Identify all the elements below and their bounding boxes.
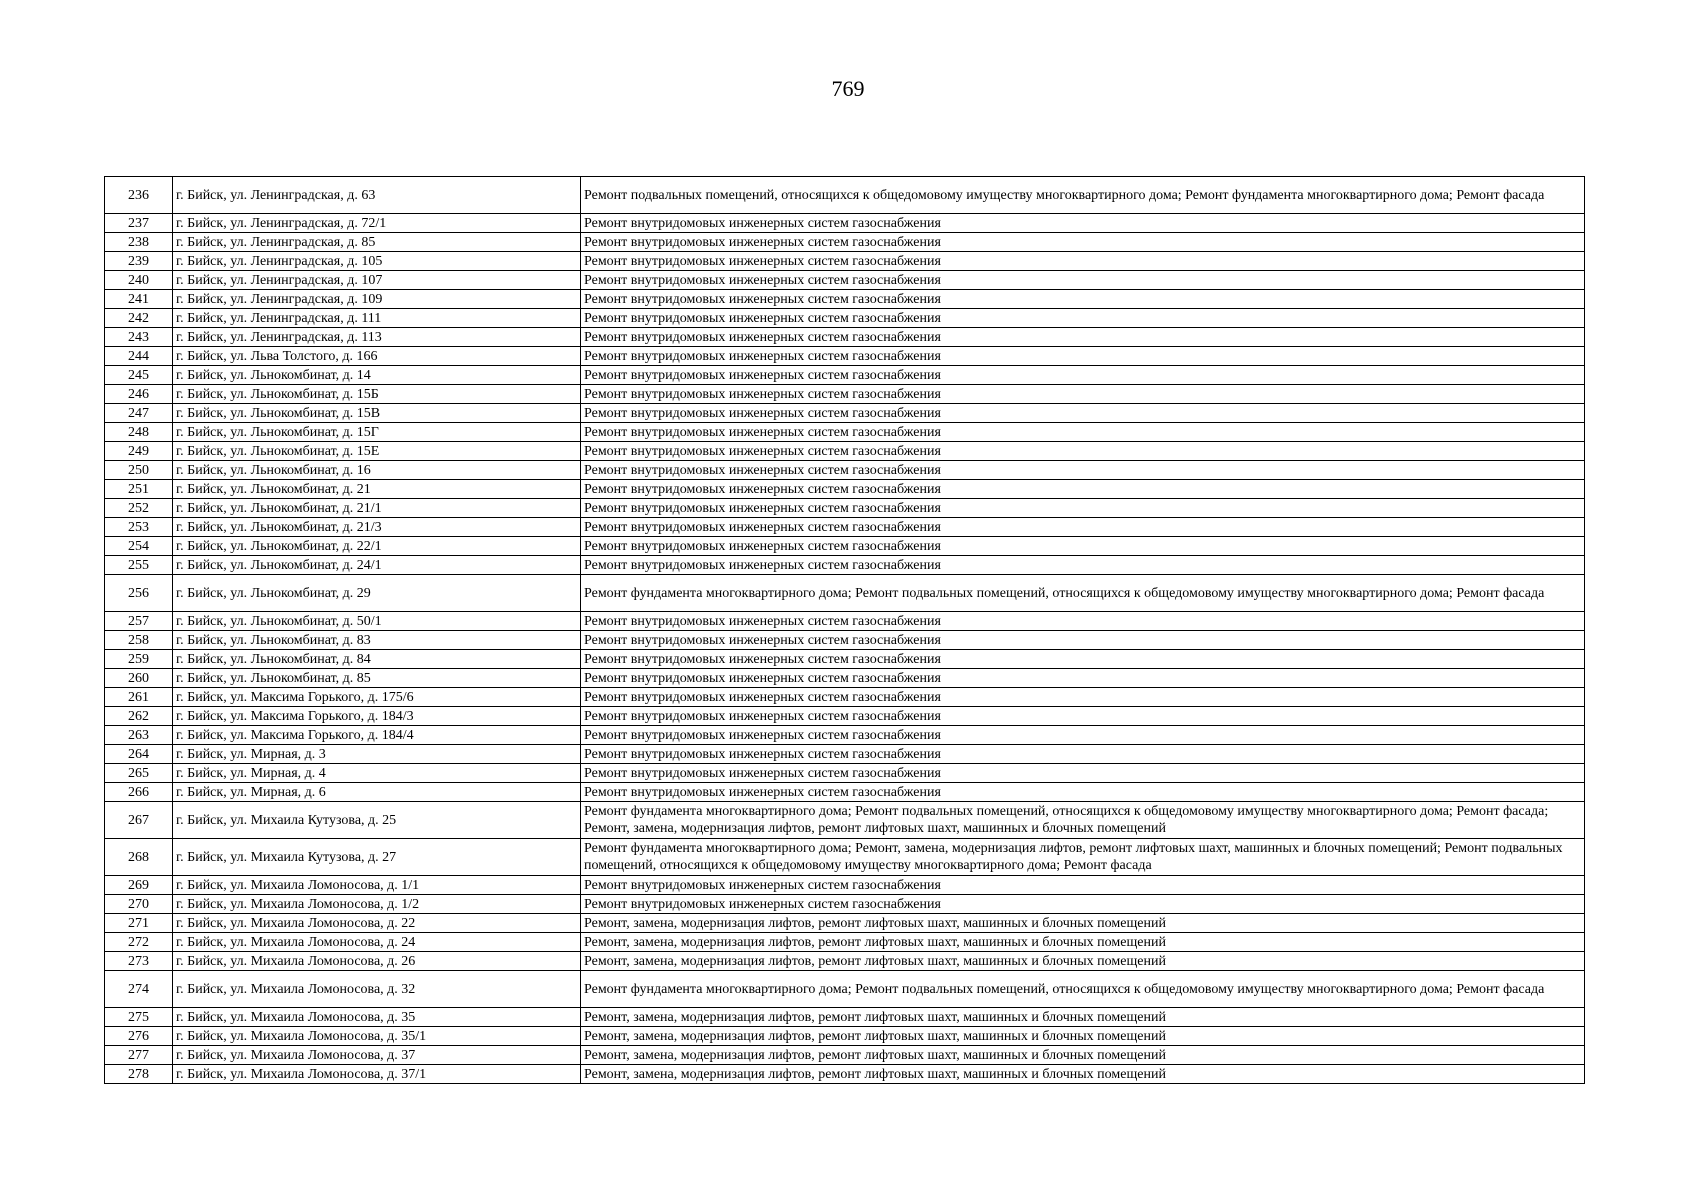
row-number: 240 — [105, 271, 173, 290]
row-number: 239 — [105, 252, 173, 271]
row-number: 276 — [105, 1027, 173, 1046]
row-work-type: Ремонт фундамента многоквартирного дома; Ремонт, замена, модернизация лифтов, ремонт лифтовых шахт, машинных и блочных помещений; Ремонт подвальных помещений, относящихся к общедомовому имуществу многоквартирного дома; Ремонт фасада — [581, 839, 1585, 876]
row-number: 260 — [105, 669, 173, 688]
table-row — [105, 1008, 1585, 1027]
table-row — [105, 442, 1585, 461]
row-number: 237 — [105, 214, 173, 233]
row-number: 263 — [105, 726, 173, 745]
row-number: 265 — [105, 764, 173, 783]
row-number: 259 — [105, 650, 173, 669]
row-address: г. Бийск, ул. Льнокомбинат, д. 21/1 — [173, 499, 581, 518]
row-address: г. Бийск, ул. Льнокомбинат, д. 15Б — [173, 385, 581, 404]
row-address: г. Бийск, ул. Ленинградская, д. 107 — [173, 271, 581, 290]
table-row — [105, 631, 1585, 650]
row-address: г. Бийск, ул. Ленинградская, д. 105 — [173, 252, 581, 271]
row-number: 250 — [105, 461, 173, 480]
row-number: 245 — [105, 366, 173, 385]
row-work-type: Ремонт фундамента многоквартирного дома; Ремонт подвальных помещений, относящихся к общедомовому имуществу многоквартирного дома; Ремонт фасада; Ремонт, замена, модернизация лифтов, ремонт лифтовых шахт, машинных и блочных помещений — [581, 802, 1585, 839]
row-number: 236 — [105, 177, 173, 214]
table-row — [105, 707, 1585, 726]
row-number: 268 — [105, 839, 173, 876]
row-work-type: Ремонт внутридомовых инженерных систем газоснабжения — [581, 669, 1585, 688]
row-work-type: Ремонт внутридомовых инженерных систем газоснабжения — [581, 404, 1585, 423]
row-work-type: Ремонт внутридомовых инженерных систем газоснабжения — [581, 726, 1585, 745]
row-number: 244 — [105, 347, 173, 366]
row-number: 271 — [105, 914, 173, 933]
row-work-type: Ремонт внутридомовых инженерных систем газоснабжения — [581, 366, 1585, 385]
table-row — [105, 518, 1585, 537]
row-work-type: Ремонт внутридомовых инженерных систем газоснабжения — [581, 290, 1585, 309]
row-work-type: Ремонт внутридомовых инженерных систем газоснабжения — [581, 876, 1585, 895]
row-number: 252 — [105, 499, 173, 518]
table-row — [105, 971, 1585, 1008]
row-address: г. Бийск, ул. Мирная, д. 6 — [173, 783, 581, 802]
row-address: г. Бийск, ул. Ленинградская, д. 85 — [173, 233, 581, 252]
row-work-type: Ремонт внутридомовых инженерных систем газоснабжения — [581, 764, 1585, 783]
row-address: г. Бийск, ул. Михаила Ломоносова, д. 35 — [173, 1008, 581, 1027]
table-row — [105, 876, 1585, 895]
row-number: 246 — [105, 385, 173, 404]
row-number: 243 — [105, 328, 173, 347]
row-number: 275 — [105, 1008, 173, 1027]
row-work-type: Ремонт внутридомовых инженерных систем газоснабжения — [581, 252, 1585, 271]
row-address: г. Бийск, ул. Михаила Ломоносова, д. 32 — [173, 971, 581, 1008]
row-work-type: Ремонт внутридомовых инженерных систем газоснабжения — [581, 499, 1585, 518]
row-address: г. Бийск, ул. Льнокомбинат, д. 15Г — [173, 423, 581, 442]
row-address: г. Бийск, ул. Михаила Кутузова, д. 27 — [173, 839, 581, 876]
row-number: 249 — [105, 442, 173, 461]
row-work-type: Ремонт, замена, модернизация лифтов, ремонт лифтовых шахт, машинных и блочных помещений — [581, 1027, 1585, 1046]
row-work-type: Ремонт внутридомовых инженерных систем газоснабжения — [581, 442, 1585, 461]
row-number: 272 — [105, 933, 173, 952]
table-row — [105, 252, 1585, 271]
row-work-type: Ремонт внутридомовых инженерных систем газоснабжения — [581, 233, 1585, 252]
table-body — [105, 177, 1585, 1084]
row-work-type: Ремонт внутридомовых инженерных систем газоснабжения — [581, 612, 1585, 631]
row-work-type: Ремонт внутридомовых инженерных систем газоснабжения — [581, 480, 1585, 499]
row-address: г. Бийск, ул. Максима Горького, д. 184/4 — [173, 726, 581, 745]
row-number: 241 — [105, 290, 173, 309]
table-row — [105, 952, 1585, 971]
row-number: 253 — [105, 518, 173, 537]
row-work-type: Ремонт внутридомовых инженерных систем газоснабжения — [581, 461, 1585, 480]
row-address: г. Бийск, ул. Максима Горького, д. 175/6 — [173, 688, 581, 707]
row-work-type: Ремонт внутридомовых инженерных систем газоснабжения — [581, 688, 1585, 707]
table-row — [105, 726, 1585, 745]
table-row — [105, 233, 1585, 252]
row-address: г. Бийск, ул. Ленинградская, д. 72/1 — [173, 214, 581, 233]
row-work-type: Ремонт внутридомовых инженерных систем газоснабжения — [581, 518, 1585, 537]
row-number: 267 — [105, 802, 173, 839]
row-work-type: Ремонт, замена, модернизация лифтов, ремонт лифтовых шахт, машинных и блочных помещений — [581, 1008, 1585, 1027]
row-address: г. Бийск, ул. Михаила Кутузова, д. 25 — [173, 802, 581, 839]
row-number: 273 — [105, 952, 173, 971]
row-address: г. Бийск, ул. Михаила Ломоносова, д. 35/1 — [173, 1027, 581, 1046]
table-row — [105, 914, 1585, 933]
table-row — [105, 461, 1585, 480]
row-number: 247 — [105, 404, 173, 423]
table-row — [105, 214, 1585, 233]
row-address: г. Бийск, ул. Мирная, д. 4 — [173, 764, 581, 783]
row-work-type: Ремонт внутридомовых инженерных систем газоснабжения — [581, 707, 1585, 726]
table-row — [105, 783, 1585, 802]
row-work-type: Ремонт внутридомовых инженерных систем газоснабжения — [581, 214, 1585, 233]
table-row — [105, 1065, 1585, 1084]
row-address: г. Бийск, ул. Михаила Ломоносова, д. 1/1 — [173, 876, 581, 895]
row-address: г. Бийск, ул. Льнокомбинат, д. 84 — [173, 650, 581, 669]
row-number: 254 — [105, 537, 173, 556]
row-address: г. Бийск, ул. Михаила Ломоносова, д. 37 — [173, 1046, 581, 1065]
row-address: г. Бийск, ул. Льнокомбинат, д. 50/1 — [173, 612, 581, 631]
table-row — [105, 290, 1585, 309]
row-work-type: Ремонт, замена, модернизация лифтов, ремонт лифтовых шахт, машинных и блочных помещений — [581, 1065, 1585, 1084]
table-row — [105, 328, 1585, 347]
row-work-type: Ремонт внутридомовых инженерных систем газоснабжения — [581, 895, 1585, 914]
row-address: г. Бийск, ул. Михаила Ломоносова, д. 26 — [173, 952, 581, 971]
row-work-type: Ремонт внутридомовых инженерных систем газоснабжения — [581, 650, 1585, 669]
row-work-type: Ремонт, замена, модернизация лифтов, ремонт лифтовых шахт, машинных и блочных помещений — [581, 952, 1585, 971]
row-work-type: Ремонт внутридомовых инженерных систем газоснабжения — [581, 385, 1585, 404]
row-number: 269 — [105, 876, 173, 895]
row-address: г. Бийск, ул. Мирная, д. 3 — [173, 745, 581, 764]
row-work-type: Ремонт фундамента многоквартирного дома; Ремонт подвальных помещений, относящихся к общедомовому имуществу многоквартирного дома; Ремонт фасада — [581, 971, 1585, 1008]
row-address: г. Бийск, ул. Ленинградская, д. 113 — [173, 328, 581, 347]
row-work-type: Ремонт внутридомовых инженерных систем газоснабжения — [581, 309, 1585, 328]
table-row — [105, 650, 1585, 669]
row-address: г. Бийск, ул. Льнокомбинат, д. 29 — [173, 575, 581, 612]
table-row — [105, 366, 1585, 385]
row-work-type: Ремонт внутридомовых инженерных систем газоснабжения — [581, 537, 1585, 556]
row-work-type: Ремонт внутридомовых инженерных систем газоснабжения — [581, 423, 1585, 442]
table-row — [105, 802, 1585, 839]
table-row — [105, 933, 1585, 952]
row-address: г. Бийск, ул. Ленинградская, д. 109 — [173, 290, 581, 309]
row-number: 277 — [105, 1046, 173, 1065]
row-address: г. Бийск, ул. Ленинградская, д. 111 — [173, 309, 581, 328]
table-row — [105, 537, 1585, 556]
row-address: г. Бийск, ул. Льнокомбинат, д. 83 — [173, 631, 581, 650]
table-row — [105, 480, 1585, 499]
page-number: 769 — [831, 76, 865, 101]
row-address: г. Бийск, ул. Михаила Ломоносова, д. 22 — [173, 914, 581, 933]
row-address: г. Бийск, ул. Льнокомбинат, д. 14 — [173, 366, 581, 385]
row-number: 255 — [105, 556, 173, 575]
row-address: г. Бийск, ул. Льнокомбинат, д. 16 — [173, 461, 581, 480]
table-row — [105, 745, 1585, 764]
table-row — [105, 271, 1585, 290]
row-work-type: Ремонт подвальных помещений, относящихся к общедомовому имуществу многоквартирного дома; Ремонт фундамента многоквартирного дома; Ремонт фасада — [581, 177, 1585, 214]
row-address: г. Бийск, ул. Льва Толстого, д. 166 — [173, 347, 581, 366]
row-address: г. Бийск, ул. Михаила Ломоносова, д. 24 — [173, 933, 581, 952]
table-row — [105, 1027, 1585, 1046]
row-number: 256 — [105, 575, 173, 612]
row-number: 274 — [105, 971, 173, 1008]
row-number: 251 — [105, 480, 173, 499]
table-row — [105, 1046, 1585, 1065]
row-number: 258 — [105, 631, 173, 650]
table-row — [105, 688, 1585, 707]
row-address: г. Бийск, ул. Льнокомбинат, д. 85 — [173, 669, 581, 688]
table-row — [105, 895, 1585, 914]
row-number: 261 — [105, 688, 173, 707]
table-row — [105, 556, 1585, 575]
row-number: 278 — [105, 1065, 173, 1084]
row-address: г. Бийск, ул. Ленинградская, д. 63 — [173, 177, 581, 214]
row-work-type: Ремонт внутридомовых инженерных систем газоснабжения — [581, 631, 1585, 650]
row-address: г. Бийск, ул. Льнокомбинат, д. 21 — [173, 480, 581, 499]
table-row — [105, 177, 1585, 214]
table-row — [105, 612, 1585, 631]
row-address: г. Бийск, ул. Льнокомбинат, д. 15Е — [173, 442, 581, 461]
table-row — [105, 309, 1585, 328]
row-address: г. Бийск, ул. Михаила Ломоносова, д. 37/1 — [173, 1065, 581, 1084]
row-number: 242 — [105, 309, 173, 328]
table-row — [105, 423, 1585, 442]
row-work-type: Ремонт внутридомовых инженерных систем газоснабжения — [581, 271, 1585, 290]
row-number: 266 — [105, 783, 173, 802]
row-number: 248 — [105, 423, 173, 442]
row-work-type: Ремонт внутридомовых инженерных систем газоснабжения — [581, 783, 1585, 802]
table-row — [105, 347, 1585, 366]
row-address: г. Бийск, ул. Льнокомбинат, д. 21/3 — [173, 518, 581, 537]
row-number: 257 — [105, 612, 173, 631]
row-work-type: Ремонт, замена, модернизация лифтов, ремонт лифтовых шахт, машинных и блочных помещений — [581, 1046, 1585, 1065]
row-address: г. Бийск, ул. Максима Горького, д. 184/3 — [173, 707, 581, 726]
row-work-type: Ремонт внутридомовых инженерных систем газоснабжения — [581, 347, 1585, 366]
row-number: 262 — [105, 707, 173, 726]
row-work-type: Ремонт фундамента многоквартирного дома; Ремонт подвальных помещений, относящихся к общедомовому имуществу многоквартирного дома; Ремонт фасада — [581, 575, 1585, 612]
row-number: 270 — [105, 895, 173, 914]
table-row — [105, 839, 1585, 876]
table-row — [105, 499, 1585, 518]
housing-repair-table — [104, 176, 1585, 1084]
row-address: г. Бийск, ул. Льнокомбинат, д. 22/1 — [173, 537, 581, 556]
row-work-type: Ремонт, замена, модернизация лифтов, ремонт лифтовых шахт, машинных и блочных помещений — [581, 914, 1585, 933]
row-address: г. Бийск, ул. Льнокомбинат, д. 15В — [173, 404, 581, 423]
row-work-type: Ремонт внутридомовых инженерных систем газоснабжения — [581, 328, 1585, 347]
table-row — [105, 385, 1585, 404]
row-work-type: Ремонт внутридомовых инженерных систем газоснабжения — [581, 556, 1585, 575]
table-row — [105, 764, 1585, 783]
row-address: г. Бийск, ул. Михаила Ломоносова, д. 1/2 — [173, 895, 581, 914]
table-row — [105, 669, 1585, 688]
row-work-type: Ремонт, замена, модернизация лифтов, ремонт лифтовых шахт, машинных и блочных помещений — [581, 933, 1585, 952]
row-number: 264 — [105, 745, 173, 764]
row-address: г. Бийск, ул. Льнокомбинат, д. 24/1 — [173, 556, 581, 575]
table-row — [105, 404, 1585, 423]
row-number: 238 — [105, 233, 173, 252]
row-work-type: Ремонт внутридомовых инженерных систем газоснабжения — [581, 745, 1585, 764]
table-row — [105, 575, 1585, 612]
